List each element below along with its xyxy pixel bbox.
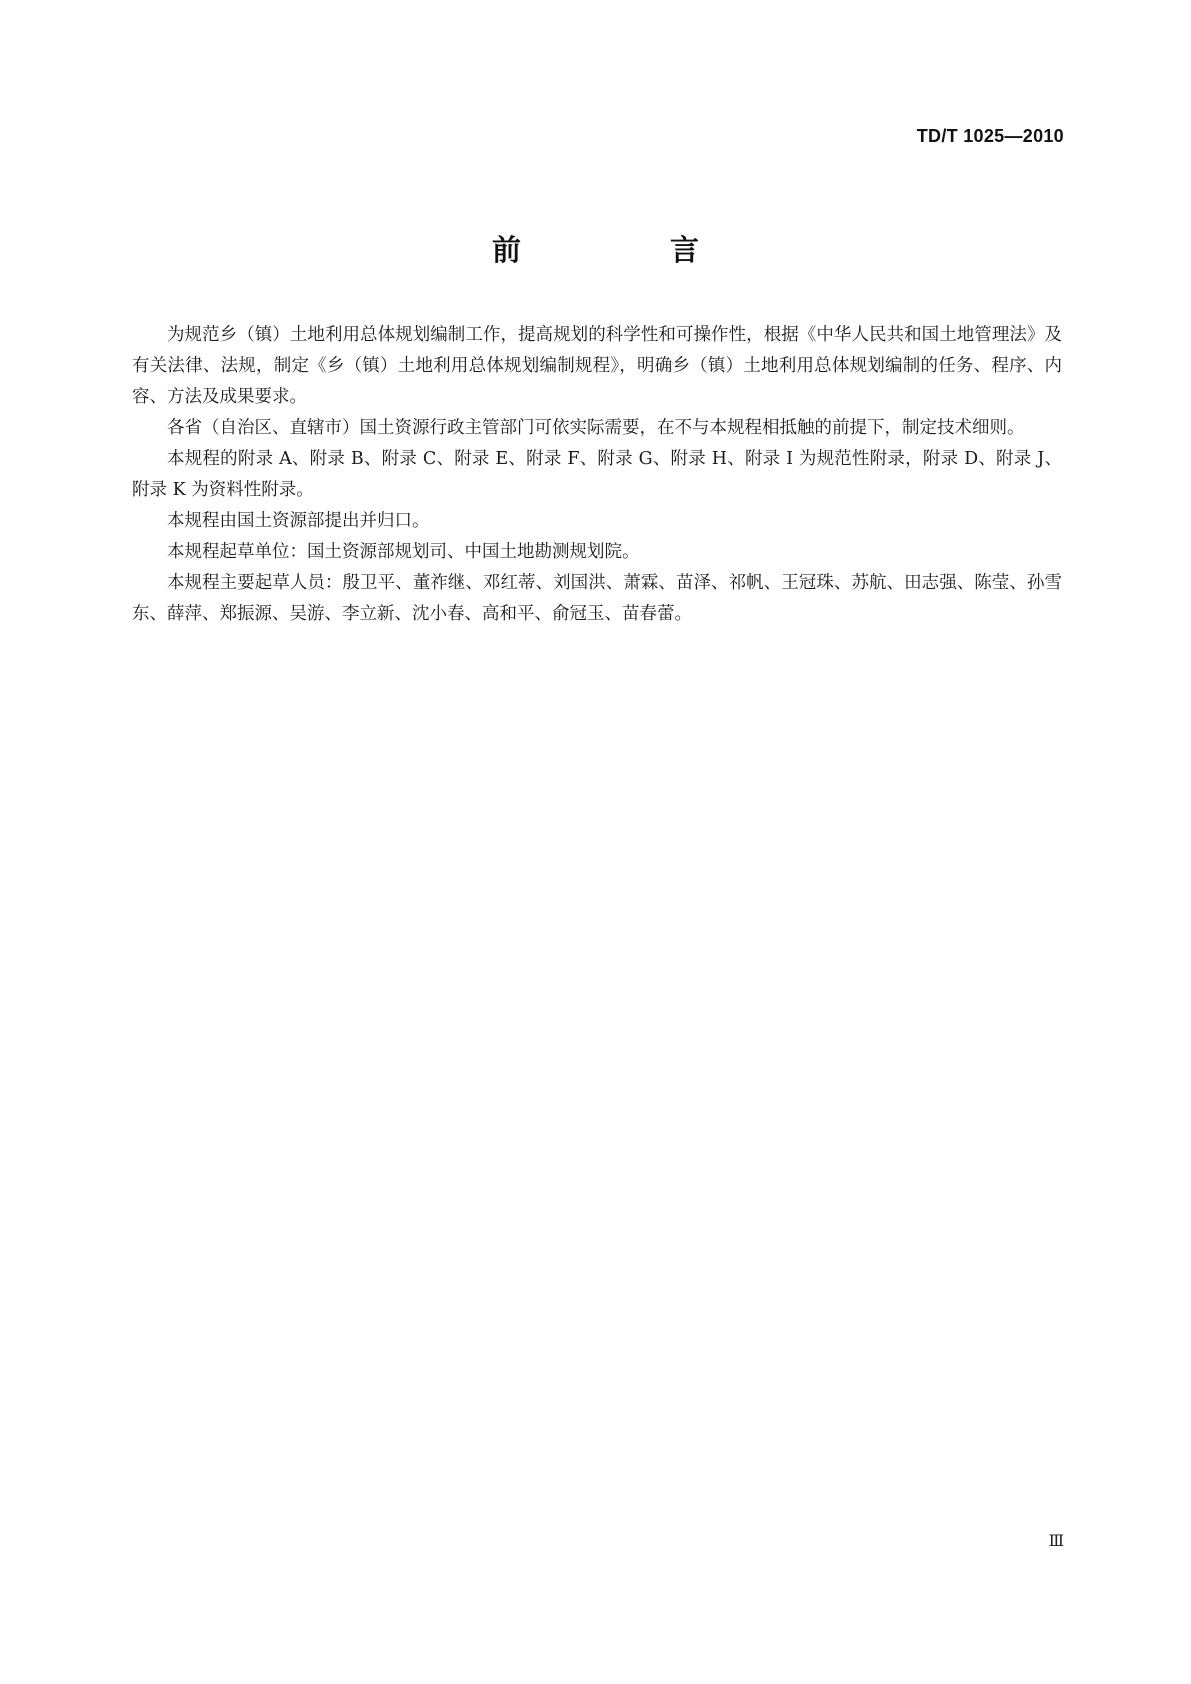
paragraph-purpose: 为规范乡（镇）土地利用总体规划编制工作，提高规划的科学性和可操作性，根据《中华人民共和国土地管理法》及有关法律、法规，制定《乡（镇）土地利用总体规划编制规程》，明确乡（镇）土地利用总体规划编制的任务、程序、内容、方法及成果要求。 [132,325,1062,407]
page-number: Ⅲ [1048,1531,1064,1550]
page-title: 前 言 [491,233,759,267]
paragraph-appendices: 本规程的附录 A、附录 B、附录 C、附录 E、附录 F、附录 G、附录 H、附录 I 为规范性附录，附录 D、附录 J、附录 K 为资料性附录。 [132,449,1062,500]
standard-code: TD/T 1025—2010 [916,126,1064,146]
paragraph-proposer: 本规程由国土资源部提出并归口。 [167,511,430,531]
paragraph-drafters: 本规程主要起草人员：殷卫平、董祚继、邓红蒂、刘国洪、萧霖、苗泽、祁帆、王冠珠、苏航、田志强、陈莹、孙雪东、薛萍、郑振源、吴游、李立新、沈小春、高和平、俞冠玉、苗春蕾。 [132,573,1062,624]
paragraph-drafting-units: 本规程起草单位：国土资源部规划司、中国土地勘测规划院。 [167,542,640,562]
paragraph-provincial-rules: 各省（自治区、直辖市）国土资源行政主管部门可依实际需要，在不与本规程相抵触的前提下，制定技术细则。 [167,418,1025,438]
foreword-body [132,320,1062,630]
